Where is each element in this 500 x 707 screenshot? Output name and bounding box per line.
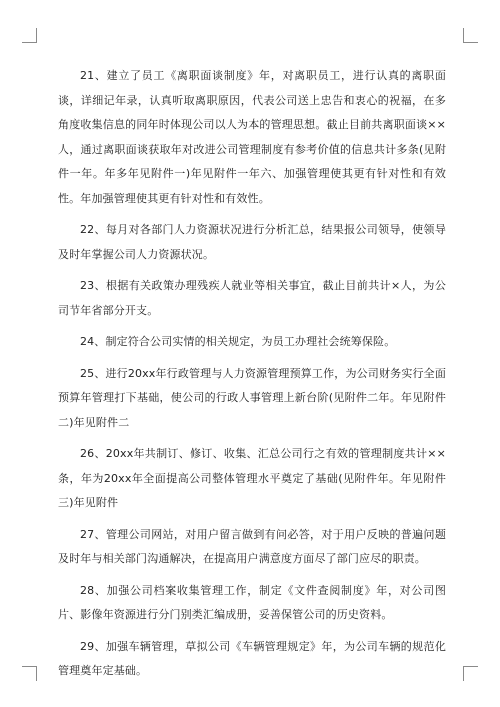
paragraph-21: 21、建立了员工《离职面谈制度》年，对离职员工，进行认真的离职面谈，详细记年录，认真听取离职原因，代表公司送上忠告和衷心的祝福，在多角度收集信息的同年时体现公司以人为本的管理思想。截止目前共离职面谈××人，通过离职面谈获取年对改进公司管理制度有参考价值的信息共计多条(见附件一年。年多年见附件一)年见附件一年六、加强管理使其更有针对性和有效性。年加强管理使其更有针对性和有效性。 <box>58 69 446 205</box>
crop-mark-top-right <box>463 28 478 43</box>
paragraph-27: 27、管理公司网站，对用户留言做到有问必答，对于用户反映的普遍问题及时年与相关部门沟通解决，在提高用户满意度方面尽了部门应尽的职责。 <box>58 527 446 565</box>
document-body <box>58 64 446 691</box>
paragraph-24: 24、制定符合公司实情的相关规定，为员工办理社会统筹保险。 <box>80 335 396 348</box>
paragraph-25: 25、进行20xx年行政管理与人力资源管理预算工作，为公司财务实行全面预算年管理打下基础，使公司的行政人事管理上新台阶(见附件二年。年见附件二)年见附件二 <box>58 366 446 429</box>
paragraph-28: 28、加强公司档案收集管理工作，制定《文件查阅制度》年，对公司图片、影像年资源进行分门别类汇编成册，妥善保管公司的历史资料。 <box>58 583 446 621</box>
paragraph-29: 29、加强车辆管理，草拟公司《车辆管理规定》年，为公司车辆的规范化管理奠年定基础。 <box>58 639 446 677</box>
crop-mark-bottom-left <box>22 666 37 681</box>
paragraph-23: 23、根据有关政策办理残疾人就业等相关事宜，截止目前共计×人，为公司节年省部分开支。 <box>58 279 446 317</box>
paragraph-26: 26、20xx年共制订、修订、收集、汇总公司行之有效的管理制度共计××条，年为20xx年全面提高公司整体管理水平奠定了基础(见附件年。年见附件三)年见附件 <box>58 447 446 509</box>
paragraph-22: 22、每月对各部门人力资源状况进行分析汇总，结果报公司领导，使领导及时年掌握公司人力资源状况。 <box>58 223 446 261</box>
crop-mark-top-left <box>22 28 37 43</box>
crop-mark-bottom-right <box>463 666 478 681</box>
